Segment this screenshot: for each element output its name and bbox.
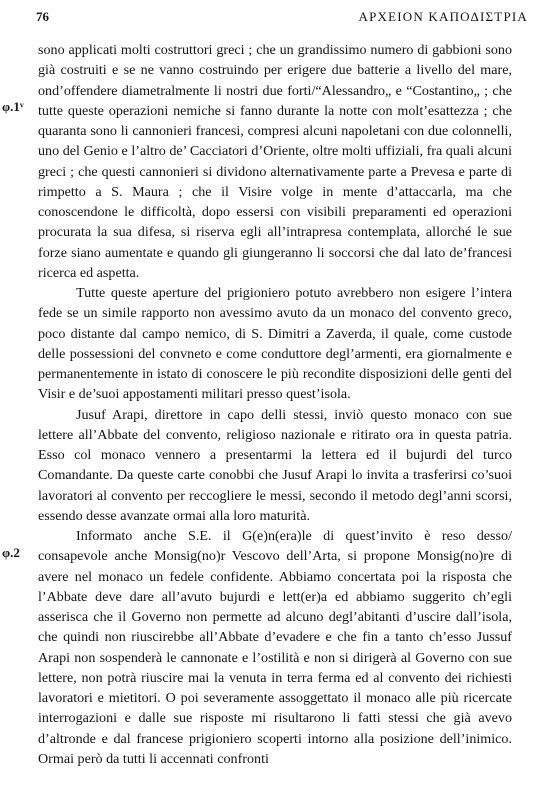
paragraph: Tutte queste aperture del prigioniero potuto avrebbero non esigere l’intera fede se un simile rapporto non avessimo avuto da un monaco del convento greco, poco distante dal campo nemico, di S. Dimitri a Zaverda, il quale, come custode delle possessioni del convneto e come conduttore degl’armenti, era giornalmente e permanentemente in istato di conoscere le più recondite disposizioni delle genti del Visir e de’suoi appostamenti militari presso quest’isola. <box>38 285 512 403</box>
paragraph: Jusuf Arapi, direttore in capo delli stessi, inviò questo monaco con sue lettere all’Abbate del convento, religioso nazionale e ritirato ora in questa patria. Esso col monaco vennero a presentarmi la lettera ed il bujurdi del turco Comandante. Da queste carte conobbi che Jusuf Arapi lo invita a trasferirsi co’suoi lavoratori al convento per reccogliere le messi, secondo il metodo degl’anni scorsi, essendo desse avanzate ormai alla loro maturità. <box>38 406 512 524</box>
page-number: 76 <box>36 9 49 24</box>
folio-marker-1v: φ.1ᵛ <box>2 99 24 114</box>
paragraph: Informato anche S.E. il G(e)n(era)le di quest’invito è reso desso/ consapevole anche Monsig(no)r Vescovo dell’Arta, si propone Monsig(no)re di avere nel monaco un fedele confidente. Abbiamo concertata poi la risposta che l’Abbate deve dare all’avuto bujurdi e lett(er)a ed abbiamo suggerito ch’egli asserisca che il Governo non permette ad alcuno degl’abitanti d’uscire dall’isola, che quindi non riuscirebbe all’Abbate d’evadere e che fin a tanto ch’esso Jussuf Arapi non sospenderà le cannonate e l’ostilità e non si dirigerà al Governo con sue lettere, non potrà riuscire mai la venuta in terra ferma ed al convento dei richiesti lavoratori e mietitori. O poi severamente assoggettato il monaco alle più ricercate interrogazioni e dalle sue risposte mi risultarono li fatti stessi che già avevo d’altronde e dal francese prigioniero scoperti intorno alla posizione dell’inimico. Ormai però da tutti li accennati confronti <box>38 528 512 767</box>
body-text <box>38 40 512 769</box>
folio-marker-2: φ.2 <box>2 545 20 560</box>
page-header <box>0 9 550 29</box>
running-head: ΑΡΧΕΙΟΝ ΚΑΠΟΔΙΣΤΡΙΑ <box>358 9 528 24</box>
paragraph: sono applicati molti costruttori greci ; che un grandissimo numero di gabbioni sono già costruiti e se ne vanno costruindo per erigere due batterie a livello del mare, ond’offendere diametralmente li nostri due forti/“Alessandro„ e “Costantino„ ; che tutte queste operazioni nemiche si fanno durante la notte con molt’esattezza ; che quaranta sono li cannonieri francesi, compresi alcuni napoletani con due colonnelli, uno del Genio e l’altro de’ Cacciatori d’Oriente, oltre molti uffiziali, fra quali alcuni greci ; che questi cannonieri si dividono alternativamente parte a Prevesa e parte di rimpetto a S. Maura ; che il Visire volge in mente d’attaccarla, ma che conoscendone le difficoltà, dopo essersi con visibili preparamenti ed operazioni procurata la sua difesa, si riserva egli all’intrapresa contemplata, allorché le sue forze siano aumentate e quando gli giungeranno li soccorsi che dal lato de’francesi ricerca ed aspetta. <box>38 42 512 281</box>
